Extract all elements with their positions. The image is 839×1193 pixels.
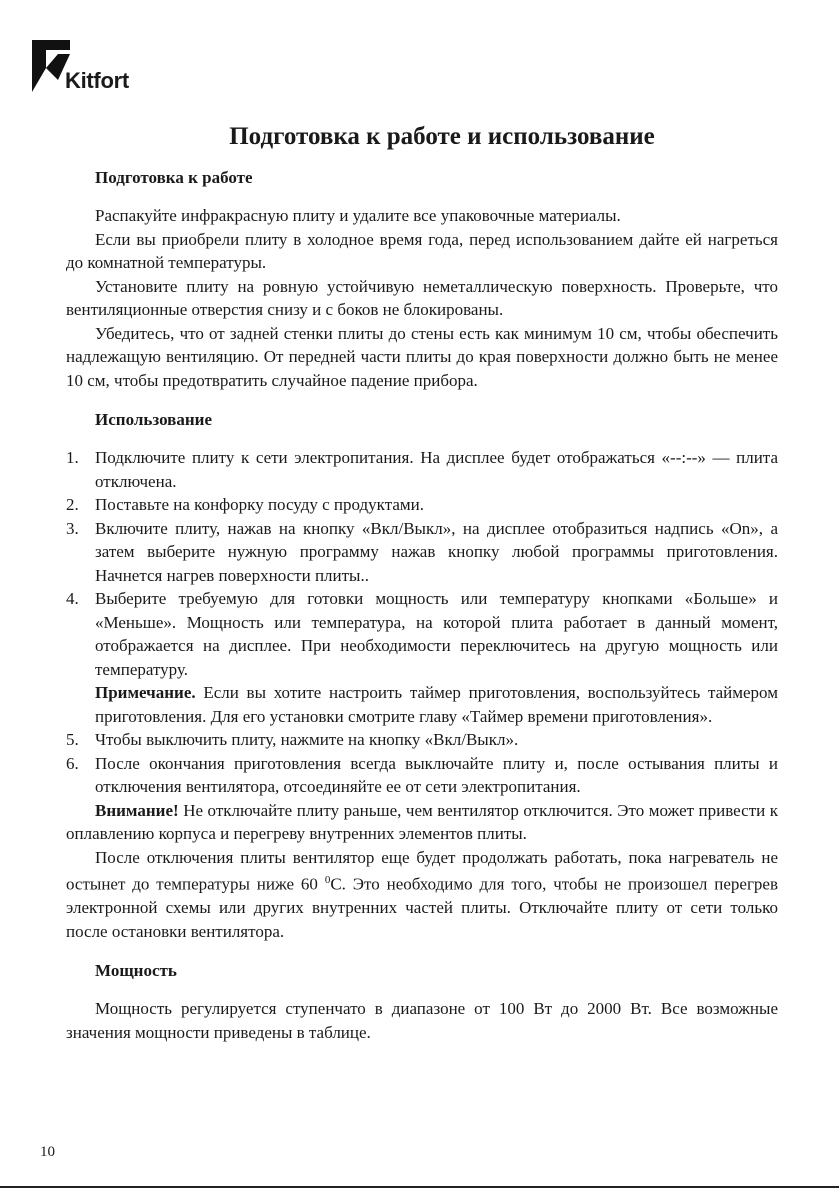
note-paragraph — [95, 681, 778, 728]
page-title: Подготовка к работе и использование — [229, 123, 655, 150]
note-label: Примечание. — [95, 683, 196, 702]
prep-paragraph: Установите плиту на ровную устойчивую неметаллическую поверхность. Проверьте, что вентиляционные отверстия снизу и с боков не блокированы. — [66, 276, 778, 319]
list-item — [66, 752, 778, 799]
list-item — [66, 728, 778, 752]
list-item-number: 6. — [66, 753, 79, 773]
fan-text-start: После отключения плиты вентилятор еще будет продолжать работать, пока нагреватель не остынет до температуры ниже 60 — [66, 847, 778, 894]
note-text: Если вы хотите настроить таймер приготовления, воспользуйтесь таймером приготовления. Для его установки смотрите главу «Таймер времени приготовления». — [95, 683, 778, 726]
prep-heading: Подготовка к работе — [95, 168, 253, 187]
list-item — [66, 517, 778, 588]
fan-text-end: С. Это необходимо для того, чтобы не произошел перегрев электронной схемы или других внутренних частей плиты. Отключайте плиту от сети только после остановки вентилятора. — [66, 874, 778, 941]
prep-section — [66, 166, 778, 392]
brand-name: Kitfort — [65, 68, 129, 93]
list-item-text: Включите плиту, нажав на кнопку «Вкл/Выкл», на дисплее отобразиться надпись «On», а затем выберите нужную программу нажав кнопку любой программы приготовления. Начнется нагрев поверхности плиты.. — [95, 518, 778, 585]
list-item-number: 3. — [66, 518, 79, 538]
warning-paragraph — [66, 799, 778, 846]
list-item-number: 5. — [66, 730, 79, 749]
list-item-number: 2. — [66, 495, 79, 514]
list-item-number: 1. — [66, 448, 79, 467]
list-item — [66, 587, 778, 728]
list-item — [66, 493, 778, 517]
list-item-text: После окончания приготовления всегда выключайте плиту и, после остывания плиты и отключения вентилятора, отсоединяйте ее от сети электропитания. — [95, 753, 778, 796]
usage-section — [66, 408, 778, 943]
power-heading: Мощность — [95, 961, 177, 981]
list-item-text: Выберите требуемую для готовки мощность или температуру кнопками «Больше» и «Меньше». Мощность или температура, на которой плита работает в данный момент, отображается на дисплее. При необходимости переключитесь на другую мощность или температуру. — [95, 589, 778, 679]
list-item-text: Подключите плиту к сети электропитания. На дисплее будет отображаться «--:--» — плита отключена. — [95, 448, 778, 491]
power-section — [66, 959, 778, 1044]
usage-steps-list — [66, 446, 778, 799]
list-item-text: Чтобы выключить плиту, нажмите на кнопку «Вкл/Выкл». — [95, 730, 519, 749]
warning-label: Внимание! — [95, 800, 179, 820]
list-item-text: Поставьте на конфорку посуду с продуктами. — [95, 495, 425, 514]
bottom-divider — [0, 1186, 839, 1188]
fan-paragraph — [66, 846, 778, 944]
kitfort-logo — [32, 40, 142, 96]
prep-paragraph: Распакуйте инфракрасную плиту и удалите все упаковочные материалы. — [95, 206, 621, 225]
degree-superscript: 0 — [324, 874, 331, 886]
prep-paragraph: Убедитесь, что от задней стенки плиты до стены есть как минимум 10 см, чтобы обеспечить надлежащую вентиляцию. От передней части плиты до края поверхности должно быть не менее 10 см, чтобы предотвратить случайное падение прибора. — [66, 323, 778, 390]
page-number: 10 — [40, 1144, 55, 1160]
power-paragraph: Мощность регулируется ступенчато в диапазоне от 100 Вт до 2000 Вт. Все возможные значения мощности приведены в таблице. — [66, 999, 778, 1042]
warning-text: Не отключайте плиту раньше, чем вентилятор отключится. Это может привести к оплавлению корпуса и перегреву внутренних элементов плиты. — [66, 800, 778, 843]
prep-paragraph: Если вы приобрели плиту в холодное время года, перед использованием дайте ей нагреться до комнатной температуры. — [66, 229, 778, 272]
page-content — [66, 120, 778, 1060]
list-item-number: 4. — [66, 589, 79, 608]
usage-heading: Использование — [95, 410, 212, 429]
list-item — [66, 446, 778, 493]
